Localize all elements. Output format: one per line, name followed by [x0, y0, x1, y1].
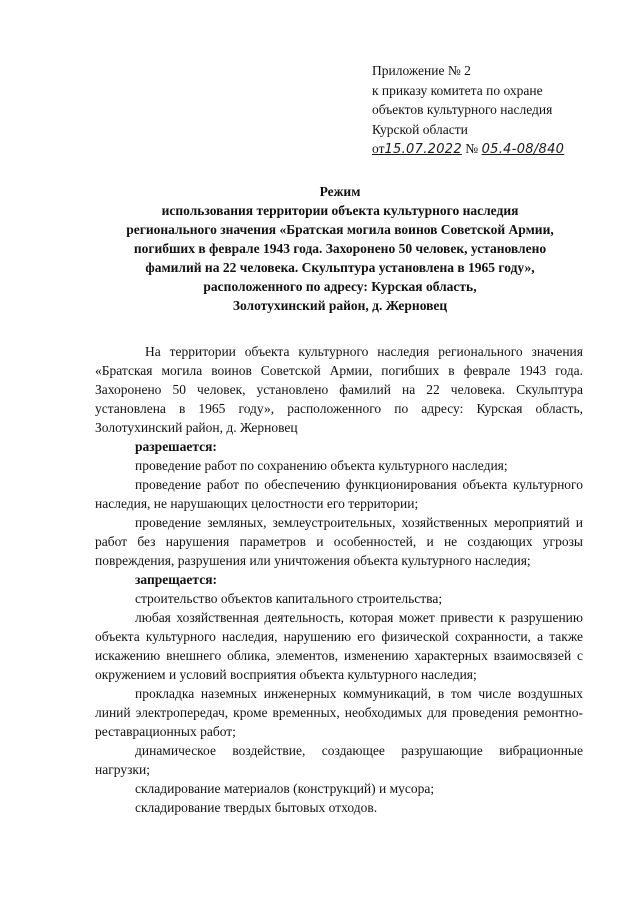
- appendix-number: Приложение № 2: [372, 63, 471, 78]
- appendix-date-line: [372, 139, 622, 160]
- document-body: [95, 342, 583, 817]
- title-line: погибших в феврале 1943 года. Захоронено 50 человек, установлено: [133, 241, 547, 256]
- forbidden-item: складирование твердых бытовых отходов.: [135, 800, 378, 815]
- forbidden-item: складирование материалов (конструкций) и мусора;: [135, 781, 435, 796]
- intro-paragraph: На территории объекта культурного наследия регионального значения «Братская могила воинов Советской Армии, погибших в феврале 1943 года. Захоронено 50 человек, установлено фамилий на 22 человека. Скульптура установлена в 1965 году», расположенного по адресу: Курская область, Золотухинский район, д. Жерновец: [95, 344, 583, 435]
- title-line: использования территории объекта культурного наследия: [161, 203, 519, 218]
- date-prefix: от: [372, 141, 385, 156]
- title-line: расположенного по адресу: Курская область,: [203, 279, 477, 294]
- appendix-region: Курской области: [372, 121, 468, 137]
- title-line: фамилий на 22 человека. Скульптура установлена в 1965 году»,: [145, 260, 535, 275]
- appendix-order-ref-cont: объектов культурного наследия: [372, 102, 553, 117]
- title-line: Золотухинский район, д. Жерновец: [232, 298, 448, 313]
- handwritten-order-number: 05.4-08/840: [481, 142, 565, 157]
- number-prefix: №: [465, 141, 479, 156]
- handwritten-date: 15.07.2022: [384, 142, 462, 157]
- appendix-order-ref: к приказу комитета по охране: [372, 82, 543, 98]
- title-line: регионального значения «Братская могила воинов Советской Армии,: [126, 222, 554, 237]
- forbidden-item: строительство объектов капитального строительства;: [135, 591, 443, 606]
- forbidden-item: прокладка наземных инженерных коммуникаций, в том числе воздушных линий электропередач, кроме временных, необходимых для проведения ремонтно-реставрационных работ;: [95, 686, 583, 739]
- forbidden-heading: запрещается:: [135, 572, 218, 587]
- forbidden-item: любая хозяйственная деятельность, которая может привести к разрушению объекта культурного наследия, нарушению его физической сохранности, а также искажению внешнего облика, элементов, изменению характерных взаимосвязей с окружением и условий восприятия объекта культурного наследия;: [95, 610, 583, 682]
- document-title: [90, 182, 590, 315]
- allowed-heading: разрешается:: [135, 439, 217, 454]
- allowed-item: проведение работ по сохранению объекта культурного наследия;: [135, 458, 508, 473]
- forbidden-item: динамическое воздействие, создающее разрушающие вибрационные нагрузки;: [95, 743, 583, 777]
- appendix-header: [372, 61, 622, 160]
- allowed-item: проведение земляных, землеустроительных, хозяйственных мероприятий и работ без нарушения параметров и особенностей, и не создающих угрозы повреждения, разрушения или уничтожения объекта культурного наследия;: [95, 515, 583, 568]
- title-heading: Режим: [319, 184, 361, 199]
- allowed-item: проведение работ по обеспечению функционирования объекта культурного наследия, не нарушающих целостности его территории;: [95, 477, 583, 511]
